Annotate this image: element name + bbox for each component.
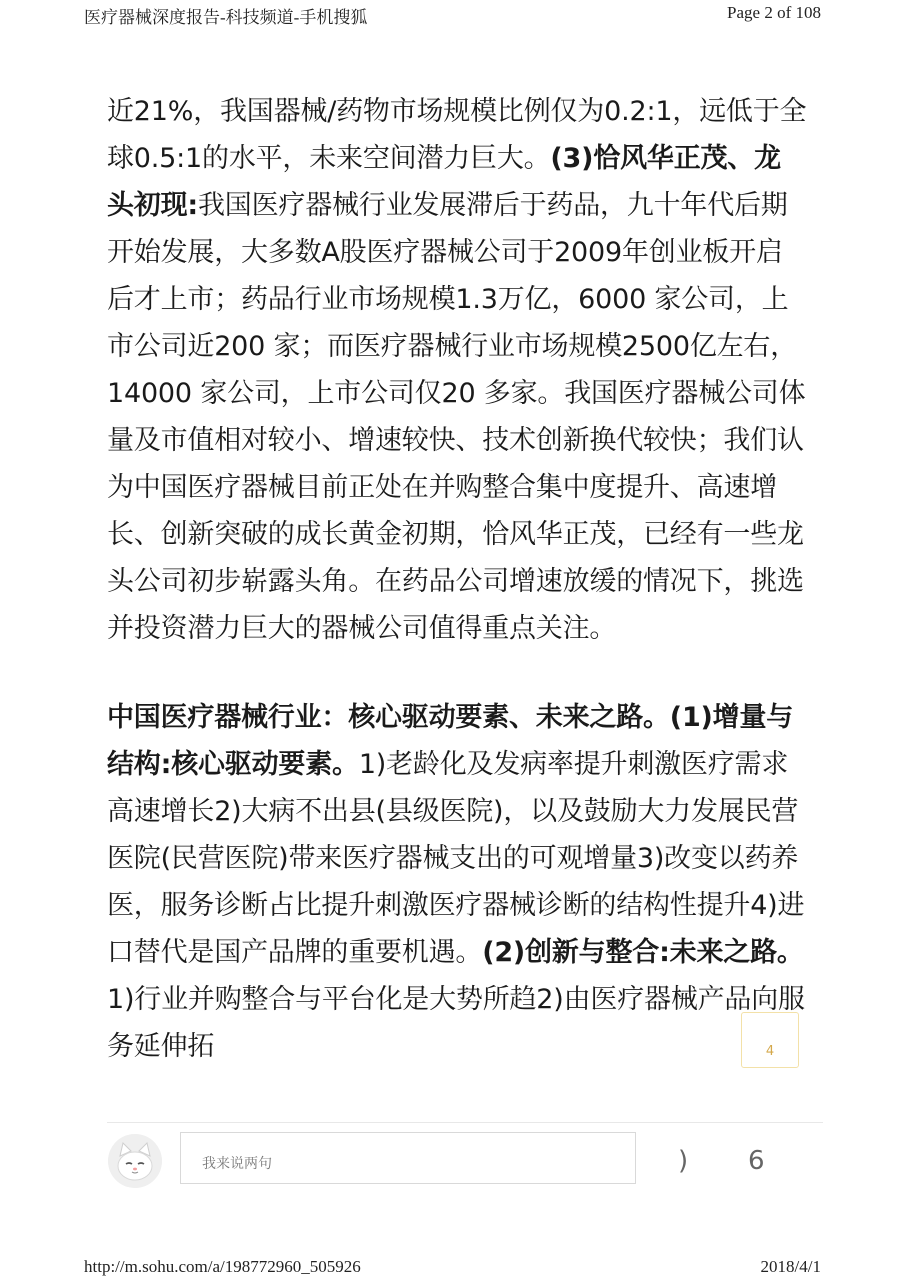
- comment-bubble-icon[interactable]: ): [678, 1146, 689, 1176]
- user-avatar-icon[interactable]: [108, 1134, 162, 1188]
- paragraph-2-text-a: 1)老龄化及发病率提升刺激医疗需求高速增长2)大病不出县(县级医院)，以及鼓励大力发展民营医院(民营医院)带来医疗器械支出的可观增量3)改变以药养医，服务诊断占比提升刺激医疗器械诊断的结构性提升4)进口替代是国产品牌的重要机遇。: [107, 749, 805, 968]
- paragraph-2-bold-heading: 中国医疗器械行业：核心驱动要素、未来之路。(1)增量与结构:核心驱动要素。: [107, 702, 794, 780]
- article-paragraph-1: [107, 88, 807, 652]
- comment-bar-divider: [107, 1122, 823, 1123]
- paragraph-2-bold-subheading: (2)创新与整合:未来之路。: [482, 937, 804, 968]
- paragraph-1-text-b: 我国医疗器械行业发展滞后于药品，九十年代后期开始发展，大多数A股医疗器械公司于2009年创业板开启后才上市；药品行业市场规模1.3万亿，6000 家公司，上市公司近200 家；而医疗器械行业市场规模2500亿左右，14000 家公司，上市公司仅20 多家。我国医疗器械公司体量及市值相对较小、增速较快、技术创新换代较快；我们认为中国医疗器械目前正处在并购整合集中度提升、高速增长、创新突破的成长黄金初期，恰风华正茂，已经有一些龙头公司初步崭露头角。在药品公司增速放缓的情况下，挑选并投资潜力巨大的器械公司值得重点关注。: [107, 190, 806, 644]
- print-footer-date: 2018/4/1: [760, 1257, 821, 1276]
- article-body: [107, 88, 807, 1070]
- print-footer-url[interactable]: http://m.sohu.com/a/198772960_505926: [84, 1257, 361, 1276]
- paragraph-1-text-a: 近21%，我国器械/药物市场规模比例仅为0.2:1，远低于全球0.5:1的水平，未来空间潜力巨大。: [107, 96, 807, 174]
- page-number-badge[interactable]: [741, 1012, 799, 1068]
- cat-avatar-icon: [108, 1134, 162, 1188]
- print-header-page-indicator: Page 2 of 108: [727, 3, 821, 22]
- paragraph-1-bold-heading: (3)恰风华正茂、龙头初现:: [107, 143, 781, 221]
- article-paragraph-2: [107, 694, 807, 1070]
- print-header-title: 医疗器械深度报告-科技频道-手机搜狐: [84, 8, 368, 27]
- print-header: [0, 0, 905, 26]
- comment-bar: [0, 1118, 905, 1198]
- print-footer: [0, 1254, 905, 1280]
- comment-input[interactable]: 我来说两句: [180, 1132, 636, 1184]
- paragraph-2-text-b: 1)行业并购整合与平台化是大势所趋2)由医疗器械产品向服务延伸拓: [107, 984, 805, 1062]
- comment-count[interactable]: 6: [748, 1146, 765, 1176]
- page-number-badge-label: 4: [765, 1044, 775, 1059]
